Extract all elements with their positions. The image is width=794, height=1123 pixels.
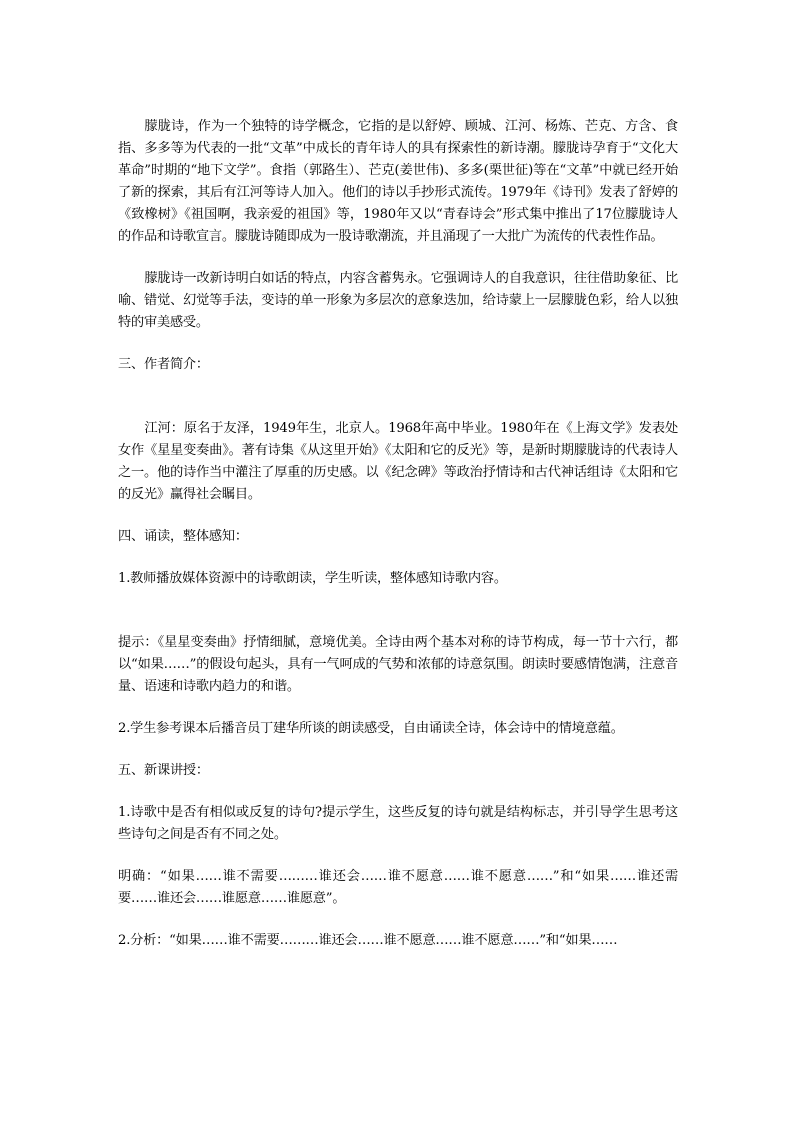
paragraph-menglong-intro: 朦胧诗，作为一个独特的诗学概念，它指的是以舒婷、顾城、江河、杨炼、芒克、方含、食指、多多等为代表的一批“文革”中成长的青年诗人的具有探索性的新诗潮。朦胧诗孕育于“文化大革命”时期的“地下文学”。食指（郭路生）、芒克(姜世伟)、多多(栗世征)等在“文革”中就已经开始了新的探索，其后有江河等诗人加入。他们的诗以手抄形式流传。1979年《诗刊》发表了舒婷的《致橡树》《祖国啊，我亲爱的祖国》等，1980年又以“青春诗会”形式集中推出了17位朦胧诗人的作品和诗歌宣言。朦胧诗随即成为一股诗歌潮流，并且涌现了一大批广为流传的代表性作品。 bbox=[118, 119, 678, 244]
paragraph-lesson-answer-1: 明确：“如果……谁不需要………谁还会……谁不愿意……谁不愿意……”和“如果……谁还需要……谁还会……谁愿意……谁愿意”。 bbox=[118, 869, 678, 906]
section-heading-author: 三、作者简介： bbox=[118, 357, 209, 372]
section-heading-reading: 四、诵读，整体感知： bbox=[118, 529, 248, 544]
paragraph-reading-tip: 提示：《星星变奏曲》抒情细腻，意境优美。全诗由两个基本对称的诗节构成，每一节十六行，都以“如果……”的假设句起头，具有一气呵成的气势和浓郁的诗意氛围。朗读时要感情饱满，注意音量、语速和诗歌内趋力的和谐。 bbox=[118, 635, 678, 694]
paragraph-lesson-analysis-2: 2.分析：“如果……谁不需要………谁还会……谁不愿意……谁不愿意……”和“如果…… bbox=[118, 933, 618, 948]
paragraph-author-bio: 江河：原名于友泽，1949年生，北京人。1968年高中毕业。1980年在《上海文学》发表处女作《星星变奏曲》。著有诗集《从这里开始》《太阳和它的反光》等，是新时期朦胧诗的代表诗人之一。他的诗作当中灌注了厚重的历史感。以《纪念碑》等政治抒情诗和古代神话组诗《太阳和它的反光》赢得社会瞩目。 bbox=[118, 421, 678, 502]
paragraph-reading-step-2: 2.学生参考课本后播音员丁建华所谈的朗读感受，自由诵读全诗，体会诗中的情境意蕴。 bbox=[118, 721, 624, 736]
document-page bbox=[118, 116, 678, 972]
paragraph-menglong-features: 朦胧诗一改新诗明白如话的特点，内容含蓄隽永。它强调诗人的自我意识，往往借助象征、比喻、错觉、幻觉等手法，变诗的单一形象为多层次的意象迭加，给诗蒙上一层朦胧色彩，给人以独特的审美感受。 bbox=[118, 271, 678, 330]
section-heading-lesson: 五、新课讲授： bbox=[118, 763, 209, 778]
paragraph-reading-step-1: 1.教师播放媒体资源中的诗歌朗读，学生听读，整体感知诗歌内容。 bbox=[118, 571, 507, 586]
paragraph-lesson-question-1: 1.诗歌中是否有相似或反复的诗句?提示学生，这些反复的诗句就是结构标志，并引导学生思考这些诗句之间是否有不同之处。 bbox=[118, 805, 678, 842]
blank-space bbox=[118, 396, 678, 418]
blank-space bbox=[118, 610, 678, 632]
